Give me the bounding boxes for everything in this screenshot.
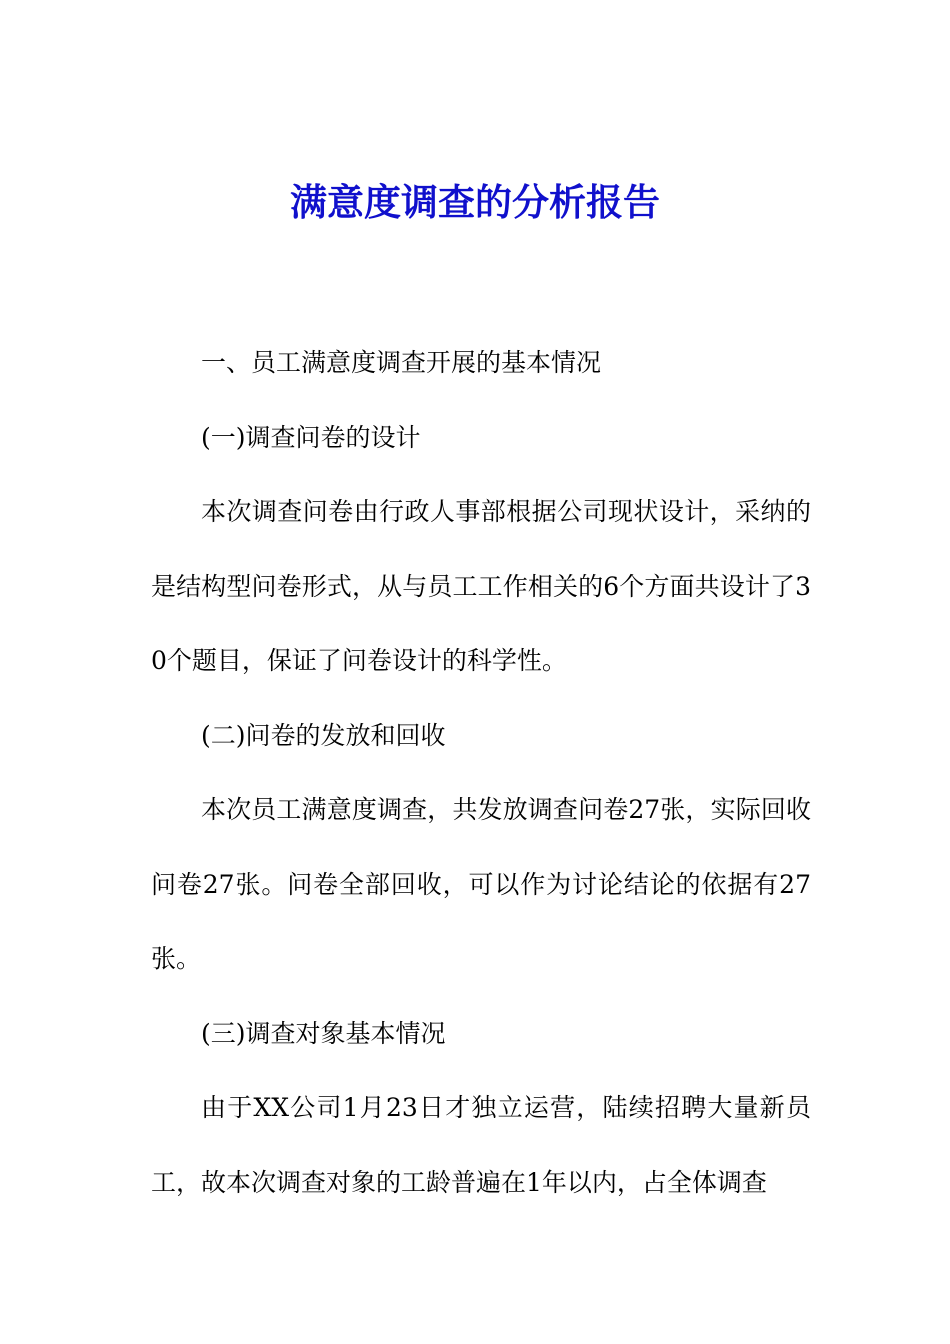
- document-body: [151, 326, 811, 1220]
- subsection-heading: (二)问卷的发放和回收: [201, 720, 446, 750]
- subsection-heading: (一)调查问卷的设计: [201, 422, 421, 452]
- document-title: 满意度调查的分析报告: [290, 180, 660, 224]
- body-paragraph: 由于XX公司1月23日才独立运营，陆续招聘大量新员工，故本次调查对象的工龄普遍在1年以内，占全体调查: [151, 1093, 811, 1197]
- body-paragraph: 本次调查问卷由行政人事部根据公司现状设计，采纳的是结构型问卷形式，从与员工工作相关的6个方面共设计了30个题目，保证了问卷设计的科学性。: [151, 497, 811, 675]
- body-paragraph: 本次员工满意度调查，共发放调查问卷27张，实际回收问卷27张。问卷全部回收，可以作为讨论结论的依据有27张。: [151, 795, 811, 973]
- section-heading: 一、员工满意度调查开展的基本情况: [201, 348, 602, 377]
- subsection-heading: (三)调查对象基本情况: [201, 1018, 446, 1048]
